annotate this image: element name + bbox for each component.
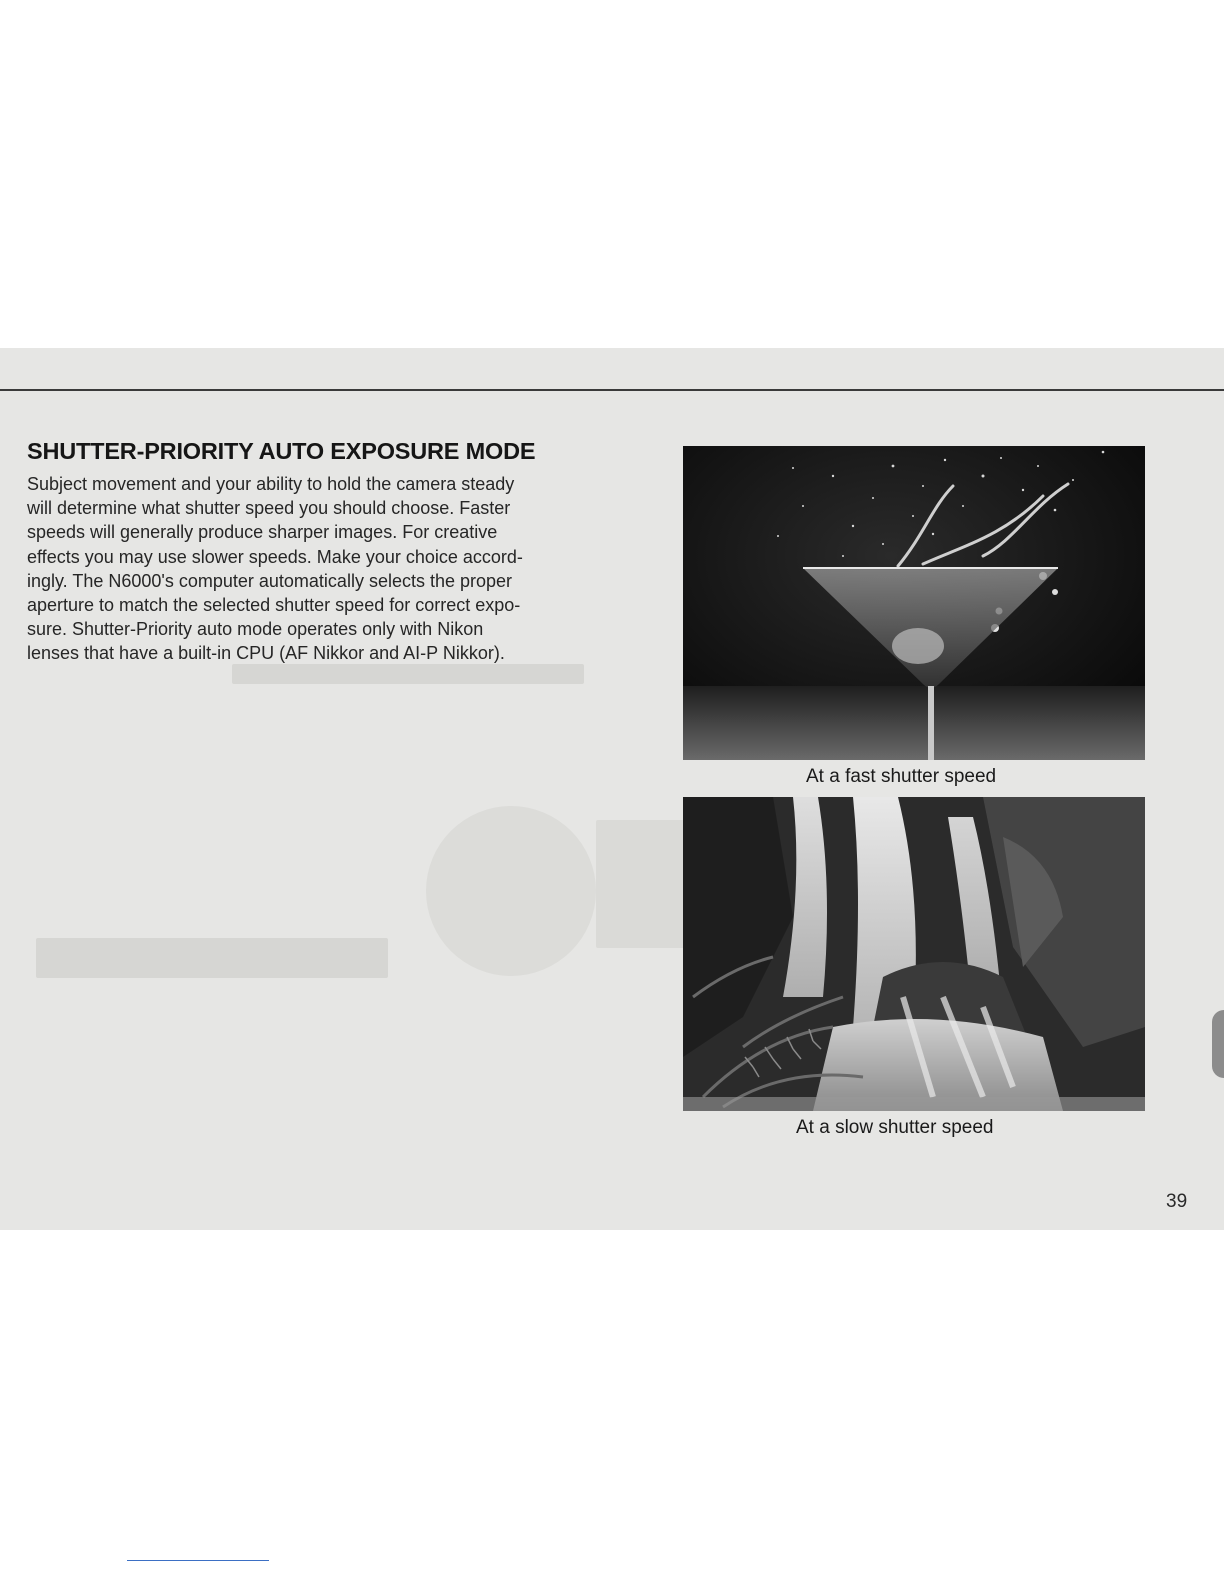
header-rule bbox=[0, 389, 1224, 391]
bleed-through-circle bbox=[426, 806, 596, 976]
footer-line bbox=[127, 1560, 269, 1561]
body-line: will determine what shutter speed you should choose. Faster bbox=[27, 498, 511, 519]
edge-tab-marker bbox=[1212, 1010, 1224, 1078]
body-line: sure. Shutter-Priority auto mode operates only with Nikon bbox=[27, 619, 484, 640]
photo-caption: At a slow shutter speed bbox=[796, 1117, 994, 1138]
section-heading: SHUTTER-PRIORITY AUTO EXPOSURE MODE bbox=[27, 438, 536, 464]
body-line: ingly. The N6000's computer automatically selects the proper bbox=[27, 570, 513, 591]
bleed-through-bar bbox=[232, 664, 584, 684]
photo-caption: At a fast shutter speed bbox=[806, 766, 997, 787]
bleed-through-block bbox=[596, 820, 686, 948]
body-line: lenses that have a built-in CPU (AF Nikkor and AI-P Nikkor). bbox=[27, 643, 505, 664]
bleed-through-bar bbox=[36, 938, 388, 978]
page-number: 39 bbox=[1166, 1191, 1188, 1212]
splash-photo bbox=[683, 446, 1145, 760]
body-line: Subject movement and your ability to hold the camera steady bbox=[27, 474, 515, 494]
body-paragraph bbox=[27, 472, 587, 666]
body-line: effects you may use slower speeds. Make your choice accord- bbox=[27, 546, 523, 567]
waterfall-photo bbox=[683, 797, 1145, 1111]
body-line: speeds will generally produce sharper images. For creative bbox=[27, 522, 498, 543]
body-line: aperture to match the selected shutter speed for correct expo- bbox=[27, 595, 521, 616]
